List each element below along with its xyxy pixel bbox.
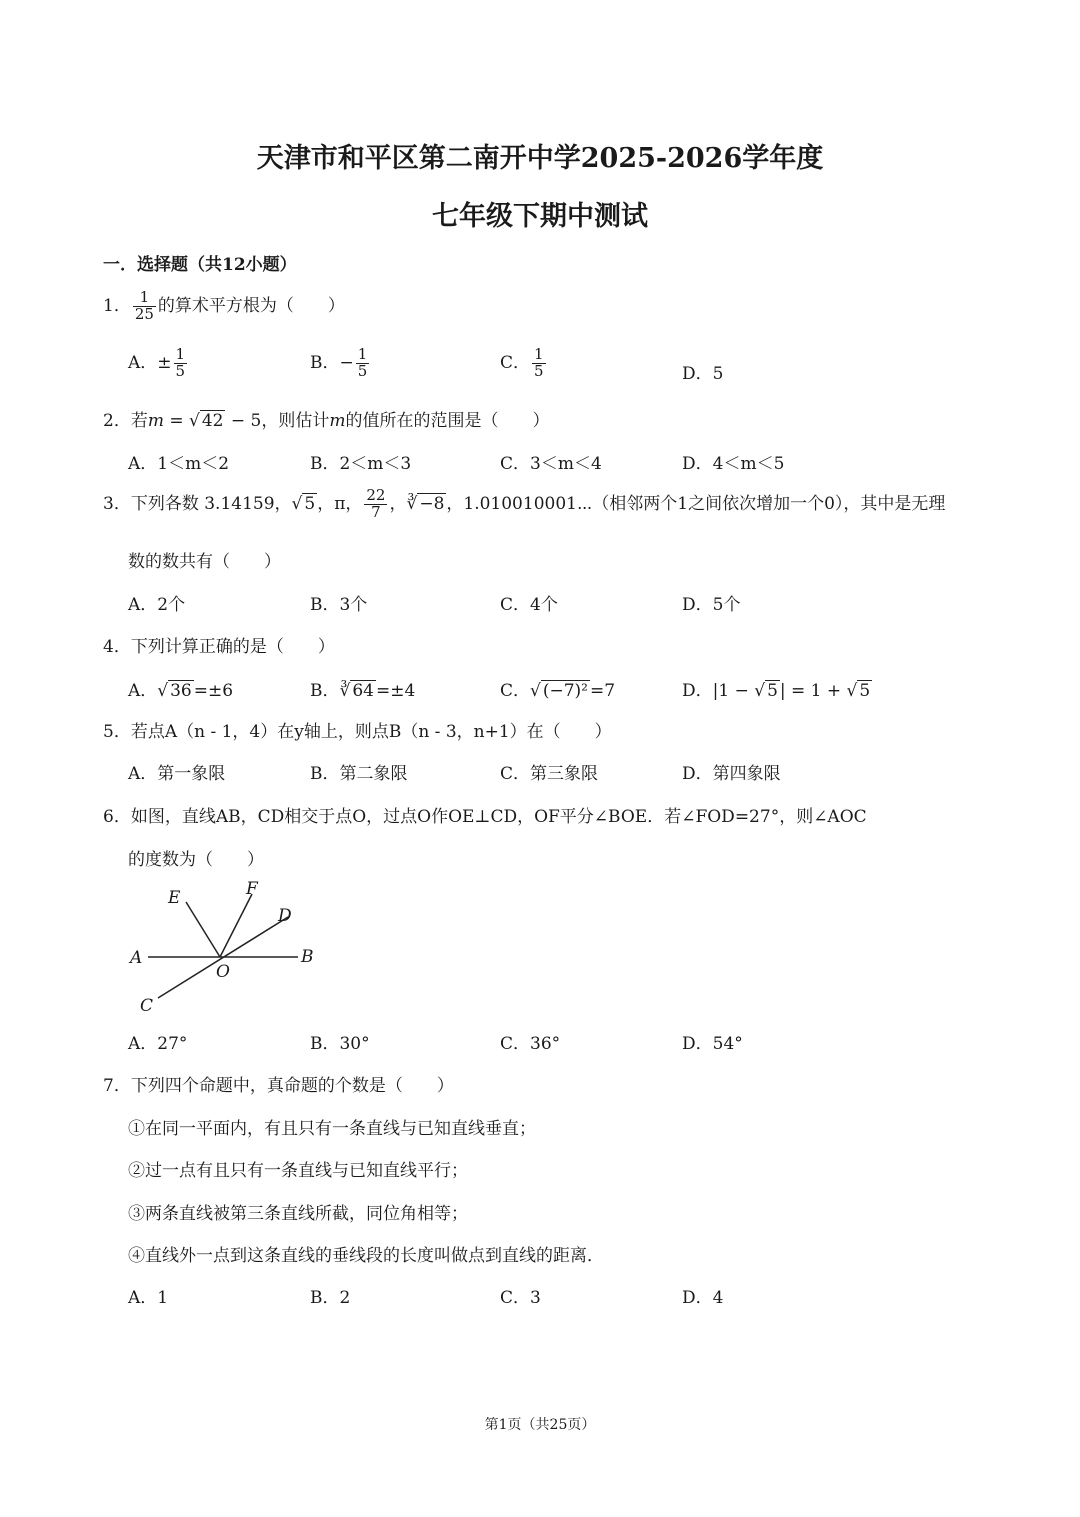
option-b: B．3个 [310,595,368,615]
question-5: 5．若点A（n - 1，4）在y轴上，则点B（n - 3，n+1）在（ ） [103,722,612,742]
question-text: 的算术平方根为（ ） [157,295,345,316]
exam-subtitle: 七年级下期中测试 [432,201,648,232]
question-3-line2: 数的数共有（ ） [128,552,281,572]
option-a: A．2个 [128,595,186,615]
question-7: 7．下列四个命题中，真命题的个数是（ ） [103,1076,454,1096]
question-number: 1． [103,295,131,316]
option-a: A．27° [128,1034,188,1054]
ray-oe [186,902,220,957]
page-footer: 第1页（共25页） [484,1417,596,1433]
option-b: B．∛ 64 =±4 [310,681,416,701]
option-a: A．1 [128,1288,169,1308]
section-heading: 一．选择题（共12小题） [103,255,297,275]
statement-4: ④直线外一点到这条直线的垂线段的长度叫做点到直线的距离． [128,1246,604,1266]
option-d: D．5个 [682,595,741,615]
option-d: D．4 [682,1288,724,1308]
question-4: 4．下列计算正确的是（ ） [103,637,335,657]
label-d: D [278,906,292,926]
label-c: C [140,996,154,1016]
option-c: C．3＜m＜4 [500,454,602,474]
label-a: A [130,948,143,968]
question-6: 6．如图，直线AB，CD相交于点O，过点O作OE⊥CD，OF平分∠BOE．若∠FOD=27°，则∠AOC [103,807,867,827]
option-d: D．5 [682,364,724,384]
option-b: B．− $\frac{1}{5}$ [310,345,368,380]
option-b: B．30° [310,1034,370,1054]
label-f: F [246,879,258,899]
question-2: 2．若m = √ 42 − 5，则估计m的值所在的范围是（ ） [103,411,550,431]
option-b: B．第二象限 [310,764,408,784]
exam-title: 天津市和平区第二南开中学2025-2026学年度 [256,143,824,174]
option-a: A．√ 36 =±6 [128,681,234,701]
fraction: $\frac{1}{25}$ [134,288,154,323]
option-a: A．± $\frac{1}{5}$ [128,345,186,380]
option-d: D．4＜m＜5 [682,454,785,474]
option-d: D．54° [682,1034,743,1054]
question-6-line2: 的度数为（ ） [128,850,264,870]
option-c: C．3 [500,1288,541,1308]
option-c: C．4个 [500,595,558,615]
option-c: C．√ (−7)² =7 [500,681,616,701]
option-a: A．第一象限 [128,764,226,784]
option-d: D．第四象限 [682,764,781,784]
option-b: B．2＜m＜3 [310,454,412,474]
option-d: D．|1 − √ 5 | = 1 + √ 5 [682,681,871,701]
option-c: C．第三象限 [500,764,599,784]
question-3: 3．下列各数 3.14159，√ 5 ，π， $\frac{22}{7}$ ，∛ −8 ，1.010010001⋯（相邻两个1之间依次增加一个0），其中是无理 [103,486,946,521]
geometry-figure [120,872,330,1017]
ray-of [220,894,252,957]
statement-1: ①在同一平面内，有且只有一条直线与已知直线垂直； [128,1119,536,1139]
option-c: C． $\frac{1}{5}$ [500,345,544,380]
label-b: B [301,947,314,967]
statement-2: ②过一点有且只有一条直线与已知直线平行； [128,1161,468,1181]
question-1 [103,290,345,323]
statement-3: ③两条直线被第三条直线所截，同位角相等； [128,1204,468,1224]
label-e: E [168,888,181,908]
option-a: A．1＜m＜2 [128,454,230,474]
option-b: B．2 [310,1288,351,1308]
label-o: O [216,962,230,982]
option-c: C．36° [500,1034,561,1054]
